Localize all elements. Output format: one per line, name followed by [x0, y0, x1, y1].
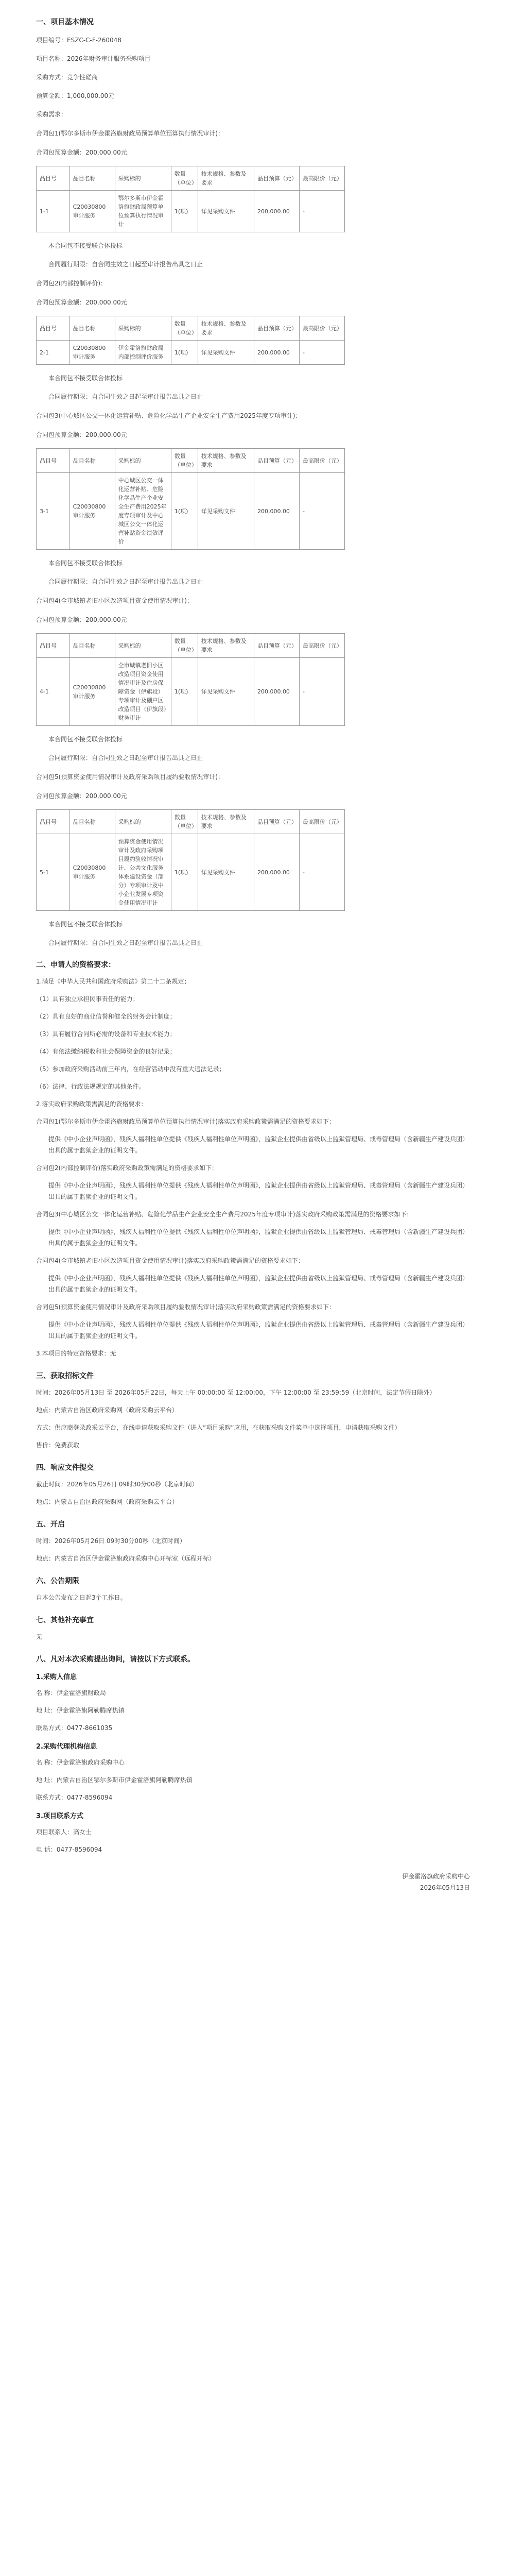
table-row [37, 341, 345, 365]
cell-no: 2-1 [37, 341, 70, 365]
budget-amount: 预算金额：1,000,000.00元 [36, 92, 115, 99]
table-header-row [37, 634, 345, 658]
header-no: 品目号 [37, 449, 70, 473]
lot-intro: 合同包3(中心城区公交一体化运营补贴、危险化学品生产企业安全生产费用2025年度专项审计)： [36, 412, 302, 419]
header-category: 品目名称 [69, 449, 115, 473]
header-target: 采购标的 [115, 634, 171, 658]
cell-spec: 详见采购文件 [198, 191, 254, 232]
section-contact-title: 八、凡对本次采购提出询问，请按以下方式联系。 [36, 1655, 195, 1664]
policy-lot-text: 提供《中小企业声明函》，残疾人福利性单位提供《残疾人福利性单位声明函》，监狱企业提供由省级以上监狱管理局、戒毒管理局（含新疆生产建设兵团）出具的属于监狱企业的证明文件。 [48, 1136, 469, 1154]
header-quantity: 数量（单位） [171, 810, 198, 834]
section-submit-title: 四、响应文件提交 [36, 1464, 94, 1472]
cell-target: 全市城镇老旧小区改造项目资金使用情况审计及住房保障资金（伊旗段）专项审计及棚户区改造项目（伊旗段）财务审计 [115, 658, 171, 726]
header-spec: 技术规格、参数及要求 [198, 810, 254, 834]
cell-budget: 200,000.00 [254, 658, 299, 726]
policy-lot-heading: 合同包5(预算资金使用情况审计及政府采购项目履约验收情况审计)落实政府采购政策需满足的资格要求如下： [36, 1303, 336, 1311]
qualification-item: （5）参加政府采购活动前三年内，在经营活动中没有重大违法记录； [36, 1065, 225, 1073]
cell-max-price: - [299, 191, 344, 232]
section-period-title: 六、公告期限 [36, 1577, 79, 1585]
cell-category: C20030800 审计服务 [69, 341, 115, 365]
obtain-time: 时间：2026年05月13日 至 2026年05月22日，每天上午 00:00:00 至 12:00:00，下午 12:00:00 至 23:59:59（北京时间，法定节假日除外） [36, 1389, 436, 1396]
header-max-price: 最高限价（元） [299, 634, 344, 658]
section-obtain-title: 三、获取招标文件 [36, 1372, 94, 1380]
cell-no: 5-1 [37, 834, 70, 911]
cell-quantity: 1(项) [171, 341, 198, 365]
lot-note-consortium: 本合同包不接受联合体投标 [48, 921, 123, 928]
lot-note-period: 合同履行期限：自合同生效之日起至审计报告出具之日止 [48, 578, 203, 585]
lot-intro: 合同包2(内部控制评价)： [36, 280, 107, 287]
lot-note-period: 合同履行期限：自合同生效之日起至审计报告出具之日止 [48, 939, 203, 946]
period-text: 自本公告发布之日起3个工作日。 [36, 1594, 127, 1601]
header-target: 采购标的 [115, 449, 171, 473]
table-row [37, 191, 345, 232]
header-spec: 技术规格、参数及要求 [198, 634, 254, 658]
cell-spec: 详见采购文件 [198, 658, 254, 726]
policy-intro: 2.落实政府采购政策需满足的资格要求： [36, 1100, 147, 1108]
cell-target: 中心城区公交一体化运营补贴、危险化学品生产企业安全生产费用2025年度专项审计及中心城区公交一体化运营补贴资金绩效评价 [115, 473, 171, 550]
lot-note-period: 合同履行期限：自合同生效之日起至审计报告出具之日止 [48, 261, 203, 268]
policy-lot-text: 提供《中小企业声明函》，残疾人福利性单位提供《残疾人福利性单位声明函》，监狱企业提供由省级以上监狱管理局、戒毒管理局（含新疆生产建设兵团）出具的属于监狱企业的证明文件。 [48, 1228, 469, 1247]
open-time: 时间：2026年05月26日 09时30分00秒（北京时间） [36, 1537, 186, 1545]
specific-qualification: 3.本项目的特定资格要求：无 [36, 1350, 116, 1357]
header-target: 采购标的 [115, 810, 171, 834]
header-budget: 品目预算（元） [254, 810, 299, 834]
purchaser-address: 地 址：伊金霍洛旗阿勒腾席热镇 [36, 1707, 125, 1714]
header-category: 品目名称 [69, 316, 115, 341]
cell-budget: 200,000.00 [254, 473, 299, 550]
header-spec: 技术规格、参数及要求 [198, 316, 254, 341]
submit-place: 地点：内蒙古自治区政府采购网（政府采购云平台） [36, 1498, 179, 1505]
purchaser-heading: 1.采购人信息 [36, 1673, 77, 1681]
cell-spec: 详见采购文件 [198, 834, 254, 911]
agency-name: 名 称：伊金霍洛旗政府采购中心 [36, 1759, 125, 1766]
lot-budget: 合同包预算金额：200,000.00元 [36, 792, 127, 800]
lot-table [36, 166, 345, 232]
lot-note-consortium: 本合同包不接受联合体投标 [48, 736, 123, 743]
table-header-row [37, 810, 345, 834]
header-category: 品目名称 [69, 810, 115, 834]
qualification-item: （2）具有良好的商业信誉和健全的财务会计制度； [36, 1013, 176, 1020]
cell-target: 预算资金使用情况审计及政府采购项目履约验收情况审计、公共文化服务体系建设资金（部分）专项审计及中小企业发展专项资金使用情况审计 [115, 834, 171, 911]
header-no: 品目号 [37, 810, 70, 834]
cell-quantity: 1(项) [171, 834, 198, 911]
header-budget: 品目预算（元） [254, 449, 299, 473]
project-name: 项目名称：2026年财务审计服务采购项目 [36, 55, 151, 62]
lot-budget: 合同包预算金额：200,000.00元 [36, 149, 127, 156]
header-category: 品目名称 [69, 634, 115, 658]
other-text: 无 [36, 1633, 43, 1640]
table-row [37, 473, 345, 550]
agency-address: 地 址：内蒙古自治区鄂尔多斯市伊金霍洛旗阿勒腾席热镇 [36, 1776, 193, 1784]
header-max-price: 最高限价（元） [299, 316, 344, 341]
header-budget: 品目预算（元） [254, 316, 299, 341]
agency-heading: 2.采购代理机构信息 [36, 1743, 97, 1751]
project-contact-heading: 3.项目联系方式 [36, 1812, 83, 1820]
lot-block [36, 278, 470, 402]
agency-phone: 联系方式：0477-8596094 [36, 1794, 113, 1801]
table-header-row [37, 316, 345, 341]
open-place: 地点：内蒙古自治区伊金霍洛旗政府采购中心开标室（远程开标） [36, 1555, 216, 1562]
lot-block [36, 128, 470, 269]
cell-quantity: 1(项) [171, 191, 198, 232]
header-quantity: 数量（单位） [171, 449, 198, 473]
obtain-place: 地点：内蒙古自治区政府采购网（政府采购云平台） [36, 1406, 179, 1414]
obtain-method: 方式：供应商登录政采云平台，在线申请获取采购文件（进入“项目采购”应用，在获取采购文件菜单中选择项目，申请获取采购文件） [36, 1424, 401, 1431]
lot-table [36, 633, 345, 726]
cell-target: 鄂尔多斯市伊金霍洛旗财政局预算单位预算执行情况审计 [115, 191, 171, 232]
purchaser-phone: 联系方式：0477-8661035 [36, 1724, 113, 1732]
cell-max-price: - [299, 473, 344, 550]
lot-note-consortium: 本合同包不接受联合体投标 [48, 560, 123, 567]
lot-budget: 合同包预算金额：200,000.00元 [36, 299, 127, 306]
cell-quantity: 1(项) [171, 658, 198, 726]
header-spec: 技术规格、参数及要求 [198, 449, 254, 473]
header-no: 品目号 [37, 166, 70, 191]
lot-budget: 合同包预算金额：200,000.00元 [36, 431, 127, 438]
header-category: 品目名称 [69, 166, 115, 191]
cell-target: 伊金霍洛旗财政局内部控制评价服务 [115, 341, 171, 365]
lot-note-consortium: 本合同包不接受联合体投标 [48, 375, 123, 382]
project-number: 项目编号：ESZC-C-F-260048 [36, 37, 121, 44]
lot-note-period: 合同履行期限：自合同生效之日起至审计报告出具之日止 [48, 754, 203, 761]
procurement-method: 采购方式：竞争性磋商 [36, 74, 98, 81]
header-max-price: 最高限价（元） [299, 449, 344, 473]
cell-category: C20030800 审计服务 [69, 834, 115, 911]
policy-lot-heading: 合同包2(内部控制评价)落实政府采购政策需满足的资格要求如下： [36, 1164, 218, 1172]
signature-block [36, 1871, 470, 1893]
lot-block [36, 771, 470, 948]
cell-max-price: - [299, 341, 344, 365]
cell-no: 4-1 [37, 658, 70, 726]
lot-table [36, 316, 345, 365]
lot-intro: 合同包4(全市城镇老旧小区改造项目资金使用情况审计)： [36, 597, 194, 604]
cell-no: 3-1 [37, 473, 70, 550]
policy-lot-heading: 合同包4(全市城镇老旧小区改造项目资金使用情况审计)落实政府采购政策需满足的资格要求如下： [36, 1257, 305, 1264]
cell-category: C20030800 审计服务 [69, 473, 115, 550]
lot-budget: 合同包预算金额：200,000.00元 [36, 616, 127, 623]
header-quantity: 数量（单位） [171, 316, 198, 341]
policy-lot-heading: 合同包3(中心城区公交一体化运营补贴、危险化学品生产企业安全生产费用2025年度专项审计)落实政府采购政策需满足的资格要求如下： [36, 1211, 413, 1218]
cell-category: C20030800 审计服务 [69, 191, 115, 232]
section-other-title: 七、其他补充事宜 [36, 1616, 94, 1624]
cell-no: 1-1 [37, 191, 70, 232]
policy-lot-text: 提供《中小企业声明函》，残疾人福利性单位提供《残疾人福利性单位声明函》，监狱企业提供由省级以上监狱管理局、戒毒管理局（含新疆生产建设兵团）出具的属于监狱企业的证明文件。 [48, 1275, 469, 1293]
header-budget: 品目预算（元） [254, 166, 299, 191]
header-no: 品目号 [37, 316, 70, 341]
header-budget: 品目预算（元） [254, 634, 299, 658]
cell-max-price: - [299, 658, 344, 726]
project-contact-phone: 电 话：0477-8596094 [36, 1846, 102, 1853]
issuing-organization: 伊金霍洛旗政府采购中心 [402, 1873, 470, 1880]
cell-spec: 详见采购文件 [198, 341, 254, 365]
issue-date: 2026年05月13日 [420, 1884, 470, 1891]
qualification-item: （4）有依法缴纳税收和社会保障资金的良好记录； [36, 1048, 176, 1055]
header-max-price: 最高限价（元） [299, 166, 344, 191]
cell-spec: 详见采购文件 [198, 473, 254, 550]
lot-table [36, 809, 345, 911]
lot-note-period: 合同履行期限：自合同生效之日起至审计报告出具之日止 [48, 393, 203, 400]
obtain-price: 售价：免费获取 [36, 1442, 80, 1449]
table-row [37, 658, 345, 726]
cell-quantity: 1(项) [171, 473, 198, 550]
project-contact-person: 项目联系人：高女士 [36, 1828, 92, 1836]
section-open-title: 五、开启 [36, 1520, 65, 1529]
lot-note-consortium: 本合同包不接受联合体投标 [48, 242, 123, 249]
table-header-row [37, 449, 345, 473]
header-quantity: 数量（单位） [171, 634, 198, 658]
policy-lot-heading: 合同包1(鄂尔多斯市伊金霍洛旗财政局预算单位预算执行情况审计)落实政府采购政策需满足的资格要求如下： [36, 1118, 336, 1125]
header-no: 品目号 [37, 634, 70, 658]
lot-table [36, 448, 345, 550]
lot-block [36, 410, 470, 587]
qualification-intro: 1.满足《中华人民共和国政府采购法》第二十二条规定； [36, 978, 190, 985]
policy-lot-text: 提供《中小企业声明函》，残疾人福利性单位提供《残疾人福利性单位声明函》，监狱企业提供由省级以上监狱管理局、戒毒管理局（含新疆生产建设兵团）出具的属于监狱企业的证明文件。 [48, 1182, 469, 1200]
policy-lot-text: 提供《中小企业声明函》，残疾人福利性单位提供《残疾人福利性单位声明函》，监狱企业提供由省级以上监狱管理局、戒毒管理局（含新疆生产建设兵团）出具的属于监狱企业的证明文件。 [48, 1321, 469, 1340]
lot-block [36, 595, 470, 763]
submit-deadline: 截止时间：2026年05月26日 09时30分00秒（北京时间） [36, 1481, 198, 1488]
cell-budget: 200,000.00 [254, 834, 299, 911]
table-header-row [37, 166, 345, 191]
lot-intro: 合同包5(预算资金使用情况审计及政府采购项目履约验收情况审计)： [36, 773, 224, 781]
cell-budget: 200,000.00 [254, 341, 299, 365]
header-target: 采购标的 [115, 316, 171, 341]
cell-category: C20030800 审计服务 [69, 658, 115, 726]
cell-budget: 200,000.00 [254, 191, 299, 232]
header-max-price: 最高限价（元） [299, 810, 344, 834]
cell-max-price: - [299, 834, 344, 911]
header-quantity: 数量（单位） [171, 166, 198, 191]
table-row [37, 834, 345, 911]
qualification-item: （3）具有履行合同所必需的设备和专业技术能力； [36, 1030, 176, 1038]
lot-intro: 合同包1(鄂尔多斯市伊金霍洛旗财政局预算单位预算执行情况审计)： [36, 130, 224, 137]
section-qualification-title: 二、申请人的资格要求： [36, 961, 115, 969]
qualification-item: （6）法律、行政法规规定的其他条件。 [36, 1083, 145, 1090]
purchaser-name: 名 称：伊金霍洛旗财政局 [36, 1689, 106, 1697]
header-spec: 技术规格、参数及要求 [198, 166, 254, 191]
header-target: 采购标的 [115, 166, 171, 191]
section-basic-info-title: 一、项目基本情况 [36, 18, 94, 26]
requirements-label: 采购需求： [36, 111, 67, 118]
qualification-item: （1）具有独立承担民事责任的能力； [36, 995, 139, 1003]
